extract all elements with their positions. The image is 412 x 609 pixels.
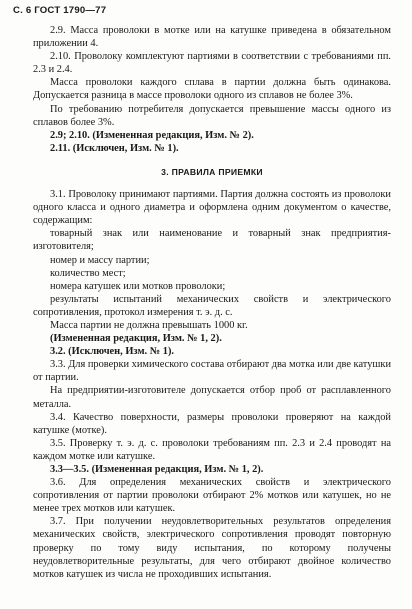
paragraph-2-9: 2.9. Масса проволоки в мотке или на катушке приведена в обязательном приложении 4. xyxy=(33,25,391,50)
paragraph-3-7: 3.7. При получении неудовлетворительных результатов определения механических свойств, электрического сопротивления проводят повторную проверку по тому виду испытания, по которому получены неудовлетворительные результаты, для чего отбирают двойное количество мотков катушек из числа не проходивших испытания. xyxy=(33,516,391,580)
paragraph-sampling-molten: На предприятии-изготовителе допускается отбор проб от расплавленного металла. xyxy=(33,385,391,410)
paragraph-2-10: 2.10. Проволоку комплектуют партиями в соответствии с требованиями пп. 2.3 и 2.4. xyxy=(33,51,391,76)
paragraph-3-3: 3.3. Для проверки химического состава отбирают два мотка или две катушки от партии. xyxy=(33,359,391,384)
list-item-test-results: результаты испытаний механических свойств и электрического сопротивления, протокол измерения т. э. д. с. xyxy=(33,293,391,318)
paragraph-3-2-excluded: 3.2. (Исключен, Изм. № 1). xyxy=(50,346,175,358)
paragraph-consumer-request: По требованию потребителя допускается превышение массы одного из сплавов более 3%. xyxy=(33,103,391,128)
list-item-coil-numbers: номера катушек или мотков проволоки; xyxy=(50,280,226,292)
paragraph-batch-mass: Масса партии не должна превышать 1000 кг. xyxy=(50,319,248,331)
page-header: С. 6 ГОСТ 1790—77 xyxy=(13,5,107,16)
amendment-note-3-1: (Измененная редакция, Изм. № 1, 2). xyxy=(50,333,222,345)
list-item-trademark: товарный знак или наименование и товарный знак предприятия-изготовителя; xyxy=(33,228,391,253)
amendment-note-3-3-3-5: 3.3—3.5. (Измененная редакция, Изм. № 1, 2). xyxy=(50,464,264,475)
paragraph-3-1: 3.1. Проволоку принимают партиями. Партия должна состоять из проволоки одного класса и одного диаметра и оформлена одним документом о качестве, содержащим: xyxy=(33,189,391,227)
amendment-note-2-9-2-10: 2.9; 2.10. (Измененная редакция, Изм. № 2). xyxy=(50,129,254,141)
paragraph-3-5: 3.5. Проверку т. э. д. с. проволоки требованиям пп. 2.3 и 2.4 проводят на каждом мотке или катушке. xyxy=(33,437,391,462)
paragraph-2-11-excluded: 2.11. (Исключен, Изм. № 1). xyxy=(50,142,179,154)
document-body xyxy=(33,24,391,581)
list-item-batch-number: номер и массу партии; xyxy=(50,254,150,266)
paragraph-mass-equal: Масса проволоки каждого сплава в партии должна быть одинакова. Допускается разница в массе проволоки одного из сплавов не более 3%. xyxy=(33,77,391,102)
list-item-places-count: количество мест; xyxy=(50,267,126,279)
section-heading: 3. ПРАВИЛА ПРИЕМКИ xyxy=(161,166,263,177)
paragraph-3-4: 3.4. Качество поверхности, размеры проволоки проверяют на каждой катушке (мотке). xyxy=(33,411,391,436)
paragraph-3-6: 3.6. Для определения механических свойств и электрического сопротивления от партии проволоки отбирают 2% мотков или катушек, но не менее трех мотков или катушек. xyxy=(33,477,391,515)
